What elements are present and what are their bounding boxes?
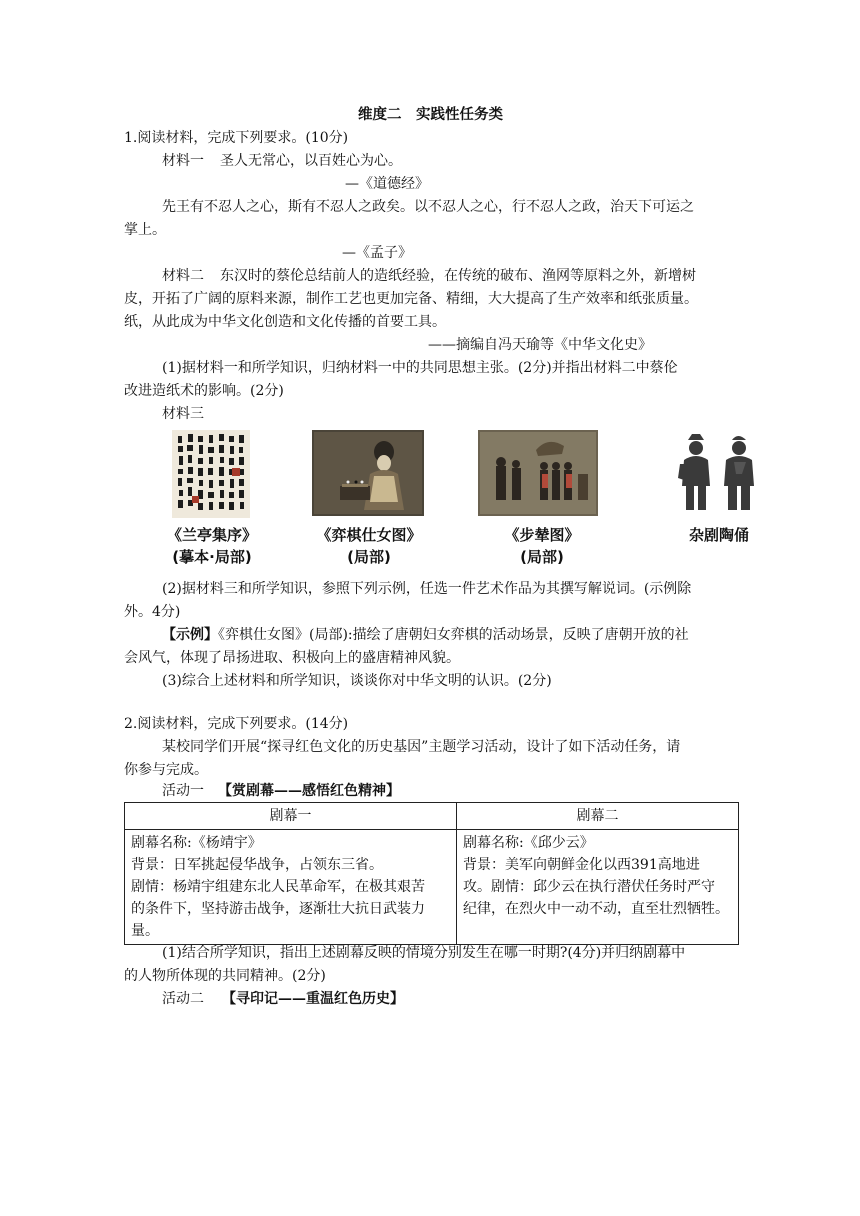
- artwork-caption-1: [150, 524, 274, 568]
- pottery-figures-image: [676, 430, 760, 518]
- drama-1-line: 背景：日军挑起侵华战争，占领东三省。: [131, 857, 383, 873]
- artwork-caption-2: [304, 524, 434, 568]
- material-2-source: ——摘编自冯天瑜等《中华文化史》: [428, 337, 652, 353]
- material-1-line: [162, 151, 402, 171]
- example-line-2: 会风气，体现了昂扬进取、积极向上的盛唐精神风貌。: [124, 650, 460, 666]
- q2-stem: 2.阅读材料，完成下列要求。(14分): [124, 716, 349, 732]
- drama-1-header: 剧幕一: [125, 803, 457, 830]
- q1-sub1-line-1: (1)据材料一和所学知识，归纳材料一中的共同思想主张。(2分)并指出材料二中蔡伦: [162, 360, 678, 376]
- material-3-label: 材料三: [162, 406, 204, 422]
- drama-2-cell: [457, 830, 739, 945]
- q1-sub3: (3)综合上述材料和所学知识，谈谈你对中华文明的认识。(2分): [162, 673, 552, 689]
- drama-2-line: 攻。剧情：邱少云在执行潜伏任务时严守: [463, 879, 715, 895]
- drama-1-cell: [125, 830, 457, 945]
- drama-1-line: 的条件下，坚持游击战争，逐渐壮大抗日武装力: [131, 901, 425, 917]
- material-2-text-1: 东汉时的蔡伦总结前人的造纸经验，在传统的破布、渔网等原料之外，新增树: [220, 268, 696, 284]
- activity-1-title: 【赏剧幕——感悟红色精神】: [218, 783, 400, 799]
- material-1-text: 圣人无常心，以百姓心为心。: [220, 153, 402, 169]
- painting-procession-image: [478, 430, 598, 516]
- artwork-name: 杂剧陶俑: [688, 526, 749, 544]
- activity-2-title: 【寻印记——重温红色历史】: [222, 991, 404, 1007]
- q2-intro-line-2: 你参与完成。: [124, 762, 208, 778]
- drama-2-header: 剧幕二: [457, 803, 739, 830]
- artwork-caption-3: [494, 524, 590, 568]
- material-2-line-2: 皮，开拓了广阔的原料来源，制作工艺也更加完备、精细，大大提高了生产效率和纸张质量。: [124, 291, 698, 307]
- table-header-row: [125, 803, 739, 830]
- q1-sub1-line-2: 改进造纸术的影响。(2分): [124, 383, 284, 399]
- material-2-label: 材料二: [162, 268, 204, 284]
- artwork-name: 《步辇图》: [504, 526, 580, 544]
- q2-intro-line-1: 某校同学们开展“探寻红色文化的历史基因”主题学习活动，设计了如下活动任务，请: [162, 739, 681, 755]
- drama-2-line: 纪律，在烈火中一动不动，直至壮烈牺牲。: [463, 901, 729, 917]
- artwork-name: 《兰亭集序》: [166, 526, 257, 544]
- calligraphy-image: [172, 430, 250, 518]
- q2-sub1-line-2: 的人物所体现的共同精神。(2分): [124, 968, 326, 984]
- artwork-note: (摹本·局部): [172, 548, 252, 566]
- painting-go-image: [312, 430, 424, 516]
- material-1-label: 材料一: [162, 153, 204, 169]
- section-title: 维度二 实践性任务类: [358, 107, 503, 123]
- q2-sub1-line-1: (1)结合所学知识，指出上述剧幕反映的情境分别发生在哪一时期?(4分)并归纳剧幕中: [162, 945, 686, 961]
- activity-1-line: [162, 781, 400, 801]
- activity-2-label: 活动二: [162, 991, 204, 1007]
- drama-1-name: 剧幕名称:《杨靖宇》: [131, 835, 262, 851]
- artwork-caption-4: [680, 524, 758, 546]
- q1-sub2-line-1: (2)据材料三和所学知识，参照下列示例，任选一件艺术作品为其撰写解说词。(示例除: [162, 581, 692, 597]
- table-row: [125, 830, 739, 945]
- q1-sub2-line-2: 外。4分): [124, 604, 181, 620]
- mencius-quote-line-1: 先王有不忍人之心，斯有不忍人之政矣。以不忍人之心，行不忍人之政，治天下可运之: [162, 199, 694, 215]
- artwork-name: 《弈棋仕女图》: [316, 526, 422, 544]
- artwork-note: (局部): [520, 548, 564, 566]
- drama-table: [124, 802, 739, 945]
- mencius-quote-line-2: 掌上。: [124, 222, 166, 238]
- material-1-source: —《道德经》: [345, 176, 429, 192]
- example-line-1: [162, 625, 689, 645]
- activity-1-label: 活动一: [162, 783, 204, 799]
- drama-1-line: 剧情：杨靖宇组建东北人民革命军，在极其艰苦: [131, 879, 425, 895]
- drama-1-line: 量。: [131, 923, 159, 939]
- q1-stem: 1.阅读材料，完成下列要求。(10分): [124, 130, 349, 146]
- artwork-note: (局部): [347, 548, 391, 566]
- activity-2-line: [162, 989, 404, 1009]
- drama-2-line: 背景：美军向朝鲜金化以西391高地进: [463, 857, 700, 873]
- drama-2-name: 剧幕名称:《邱少云》: [463, 835, 594, 851]
- material-2-line-3: 纸，从此成为中华文化创造和文化传播的首要工具。: [124, 314, 446, 330]
- example-label: 【示例】: [162, 627, 218, 643]
- example-text-1: 《弈棋仕女图》(局部):描绘了唐朝妇女弈棋的活动场景，反映了唐朝开放的社: [218, 627, 689, 643]
- mencius-source: —《孟子》: [342, 245, 412, 261]
- material-2-line-1: [162, 266, 696, 286]
